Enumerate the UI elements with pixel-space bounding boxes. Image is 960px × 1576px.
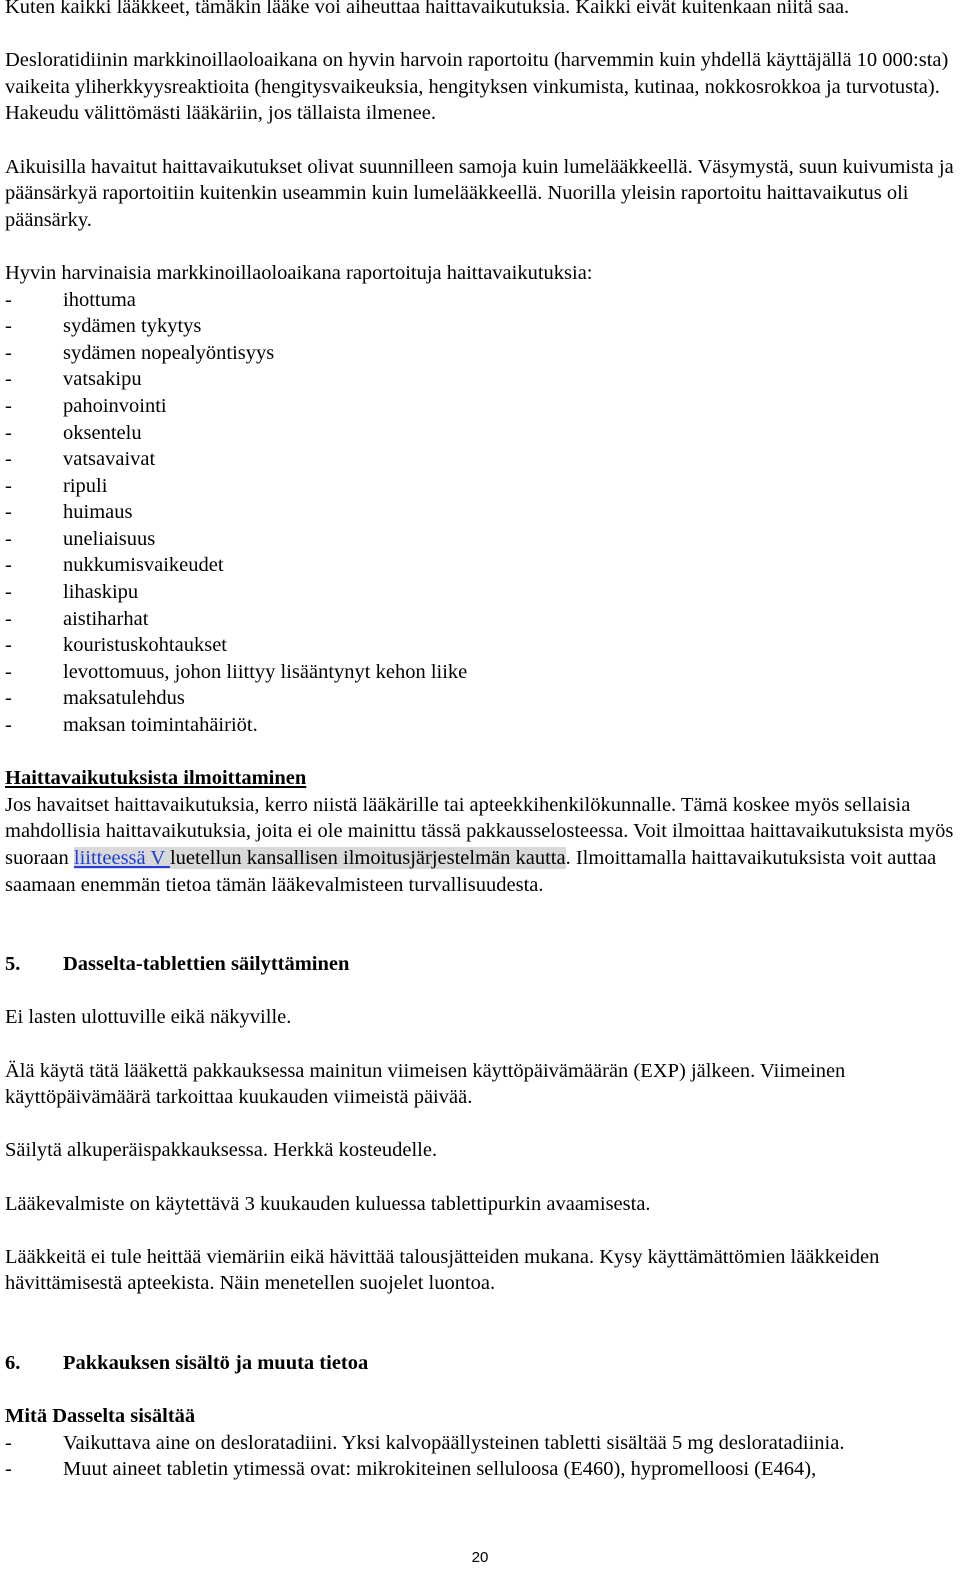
- list-item: - ihottuma: [5, 288, 136, 311]
- list-item: - sydämen tykytys: [5, 315, 202, 338]
- list-item: - vatsakipu: [5, 368, 142, 391]
- storage-paragraph: Lääkevalmiste on käytettävä 3 kuukauden kuluessa tablettipurkin avaamisesta.: [5, 1192, 651, 1215]
- storage-paragraph: Älä käytä tätä lääkettä pakkauksessa mainitun viimeisen käyttöpäivämäärän (EXP) jälkeen. Viimeinen käyttöpäivämäärä tarkoittaa kuukauden viimeistä päivää.: [5, 1059, 846, 1109]
- list-item: - lihaskipu: [5, 581, 139, 604]
- list-item: - oksentelu: [5, 421, 142, 444]
- intro-text: Kuten kaikki lääkkeet, tämäkin lääke voi aiheuttaa haittavaikutuksia. Kaikki eivät kuitenkaan niitä saa.: [5, 0, 850, 18]
- list-item: - levottomuus, johon liittyy lisääntynyt kehon liike: [5, 660, 468, 683]
- section-5-title: 5. Dasselta-tablettien säilyttäminen: [5, 953, 350, 976]
- list-item: - nukkumisvaikeudet: [5, 554, 224, 577]
- list-item: - sydämen nopealyöntisyys: [5, 341, 275, 364]
- list-item: - Vaikuttava aine on desloratadiini. Yksi kalvopäällysteinen tabletti sisältää 5 mg desloratadiinia.: [5, 1431, 845, 1454]
- section-6-title: 6. Pakkauksen sisältö ja muuta tietoa: [5, 1351, 369, 1374]
- rare-side-effects-heading: Hyvin harvinaisia markkinoillaoloaikana raportoituja haittavaikutuksia:: [5, 261, 593, 284]
- list-item: - Muut aineet tabletin ytimessä ovat: mikrokiteinen selluloosa (E460), hypromelloosi (E464),: [5, 1458, 817, 1481]
- document-page: [5, 0, 955, 1483]
- reporting-heading: Haittavaikutuksista ilmoittaminen: [5, 767, 307, 790]
- appendix-v-link[interactable]: liitteessä V: [73, 847, 170, 869]
- storage-paragraph: Ei lasten ulottuville eikä näkyville.: [5, 1006, 292, 1029]
- list-item: - aistiharhat: [5, 607, 149, 630]
- list-item: - maksatulehdus: [5, 687, 185, 710]
- contents-list: [5, 1430, 955, 1483]
- hypersensitivity-paragraph: Desloratidiinin markkinoillaoloaikana on hyvin harvoin raportoitu (harvemmin kuin yhdellä käyttäjällä 10 000:sta) vaikeita yliherkkyysreaktioita (hengitysvaikeuksia, hengityksen vinkumista, kutinaa, nokkosrokkoa ja turvotusta). Hakeudu välittömästi lääkäriin, jos tällaista ilmenee.: [5, 49, 949, 125]
- contents-subheading: Mitä Dasselta sisältää: [5, 1405, 196, 1428]
- list-item: - maksan toimintahäiriöt.: [5, 714, 258, 737]
- reporting-paragraph: Jos havaitset haittavaikutuksia, kerro niistä lääkärille tai apteekkihenkilökunnalle. Tämä koskee myös sellaisia mahdollisia haittavaikutuksia, joita ei ole mainittu tässä pakkausselosteessa. Voit ilmoittaa haittavaikutuksista myös suoraan liitteessä V luetellun kansallisen ilmoitusjärjestelmän kautta. Ilmoittamalla haittavaikutuksista voit auttaa saamaan enemmän tietoa tämän lääkevalmisteen turvallisuudesta.: [5, 793, 954, 896]
- list-item: - kouristuskohtaukset: [5, 634, 227, 657]
- list-item: - pahoinvointi: [5, 394, 167, 417]
- storage-paragraph: Säilytä alkuperäispakkauksessa. Herkkä kosteudelle.: [5, 1139, 438, 1162]
- list-item: - huimaus: [5, 501, 133, 524]
- page-number: 20: [471, 1549, 489, 1566]
- storage-paragraph: Lääkkeitä ei tule heittää viemäriin eikä hävittää talousjätteiden mukana. Kysy käyttämättömien lääkkeiden hävittämisestä apteekista. Näin menetellen suojelet luontoa.: [5, 1245, 880, 1295]
- rare-side-effects-list: [5, 287, 955, 739]
- list-item: - uneliaisuus: [5, 527, 156, 550]
- adult-side-effects-paragraph: Aikuisilla havaitut haittavaikutukset olivat suunnilleen samoja kuin lumelääkkeellä. Väsymystä, suun kuivumista ja päänsärkyä raportoitiin kuitenkin useammin kuin lumelääkkeellä. Nuorilla yleisin raportoitu haittavaikutus oli päänsärky.: [5, 155, 954, 231]
- list-item: - vatsavaivat: [5, 448, 156, 471]
- list-item: - ripuli: [5, 474, 108, 497]
